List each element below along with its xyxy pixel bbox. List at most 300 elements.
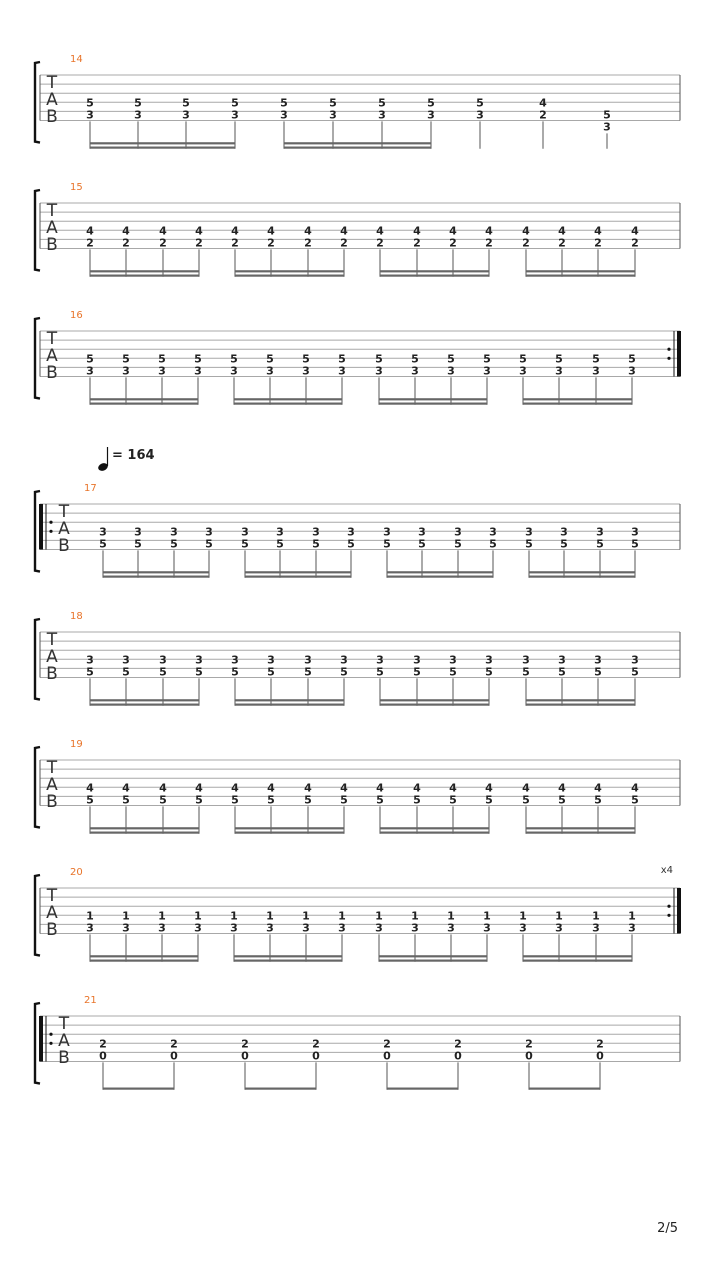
- fret-number: 3: [86, 364, 94, 378]
- fret-number: 5: [329, 96, 337, 110]
- note-column: [418, 525, 426, 577]
- repeat-start-thick: [39, 504, 43, 550]
- tab-clef-t: T: [46, 886, 58, 906]
- fret-number: 5: [195, 793, 203, 807]
- fret-number: 3: [525, 525, 533, 539]
- fret-number: 4: [304, 781, 312, 795]
- beam: [103, 1088, 174, 1090]
- fret-number: 4: [449, 224, 457, 238]
- beam: [90, 955, 198, 957]
- beam: [526, 699, 635, 701]
- fret-number: 5: [159, 665, 167, 679]
- fret-number: 2: [267, 236, 275, 250]
- note-column: [413, 224, 421, 276]
- fret-number: 5: [312, 537, 320, 551]
- system-bracket: [35, 62, 40, 143]
- fret-number: 4: [86, 224, 94, 238]
- beam: [380, 704, 489, 706]
- system-bracket: [35, 190, 40, 271]
- beam: [379, 955, 487, 957]
- fret-number: 3: [241, 525, 249, 539]
- note-column: [558, 224, 566, 276]
- fret-number: 4: [413, 781, 421, 795]
- note-column: [267, 781, 275, 833]
- fret-number: 5: [376, 665, 384, 679]
- note-column: [86, 781, 94, 833]
- beam: [380, 699, 489, 701]
- measure-number: 17: [84, 483, 97, 494]
- note-column: [230, 909, 238, 961]
- fret-number: 3: [312, 525, 320, 539]
- note-column: [454, 1037, 462, 1089]
- measure-19: [35, 739, 680, 834]
- beam: [380, 275, 489, 277]
- note-column: [376, 781, 384, 833]
- measure-15: [35, 182, 680, 277]
- fret-number: 3: [631, 653, 639, 667]
- fret-number: 4: [267, 781, 275, 795]
- tab-clef-t: T: [46, 329, 58, 349]
- fret-number: 3: [205, 525, 213, 539]
- note-column: [194, 909, 202, 961]
- note-column: [631, 781, 639, 833]
- fret-number: 3: [628, 921, 636, 935]
- beam: [235, 832, 344, 834]
- note-column: [596, 1037, 604, 1089]
- note-column: [134, 96, 142, 148]
- fret-number: 5: [522, 665, 530, 679]
- fret-number: 4: [631, 781, 639, 795]
- note-column: [86, 909, 94, 961]
- fret-number: 5: [522, 793, 530, 807]
- tab-clef-a: A: [46, 903, 58, 923]
- fret-number: 5: [86, 793, 94, 807]
- beam: [526, 827, 635, 829]
- fret-number: 4: [558, 781, 566, 795]
- fret-number: 5: [230, 352, 238, 366]
- fret-number: 0: [99, 1049, 107, 1063]
- note-column: [134, 525, 142, 577]
- fret-number: 5: [182, 96, 190, 110]
- fret-number: 3: [86, 653, 94, 667]
- note-column: [304, 781, 312, 833]
- tab-clef-b: B: [46, 363, 58, 383]
- note-column: [376, 224, 384, 276]
- measure-number: 15: [70, 182, 83, 193]
- fret-number: 3: [603, 120, 611, 134]
- note-column: [413, 781, 421, 833]
- note-column: [631, 653, 639, 705]
- note-column: [449, 224, 457, 276]
- fret-number: 5: [347, 537, 355, 551]
- note-column: [447, 909, 455, 961]
- fret-number: 2: [304, 236, 312, 250]
- repeat-end-thick: [677, 888, 681, 934]
- note-column: [304, 653, 312, 705]
- repeat-end-thick: [677, 331, 681, 377]
- fret-number: 3: [280, 108, 288, 122]
- measure-17: [35, 447, 680, 578]
- beam: [523, 960, 632, 962]
- note-column: [449, 781, 457, 833]
- fret-number: 5: [122, 352, 130, 366]
- fret-number: 3: [302, 364, 310, 378]
- beam: [526, 704, 635, 706]
- note-column: [376, 653, 384, 705]
- fret-number: 5: [86, 665, 94, 679]
- note-column: [594, 224, 602, 276]
- measure-18: [35, 611, 680, 706]
- note-column: [267, 224, 275, 276]
- fret-number: 3: [449, 653, 457, 667]
- fret-number: 5: [594, 793, 602, 807]
- note-column: [266, 352, 274, 404]
- note-column: [231, 653, 239, 705]
- fret-number: 1: [158, 909, 166, 923]
- fret-number: 5: [594, 665, 602, 679]
- fret-number: 5: [489, 537, 497, 551]
- beam: [235, 704, 344, 706]
- note-column: [302, 352, 310, 404]
- note-column: [383, 525, 391, 577]
- note-column: [86, 653, 94, 705]
- repeat-dot: [667, 348, 670, 351]
- fret-number: 1: [338, 909, 346, 923]
- beam: [235, 699, 344, 701]
- fret-number: 3: [195, 653, 203, 667]
- note-column: [558, 781, 566, 833]
- note-column: [170, 525, 178, 577]
- fret-number: 3: [86, 108, 94, 122]
- fret-number: 4: [522, 224, 530, 238]
- fret-number: 5: [231, 665, 239, 679]
- fret-number: 4: [522, 781, 530, 795]
- note-column: [594, 653, 602, 705]
- note-column: [519, 909, 527, 961]
- fret-number: 4: [340, 781, 348, 795]
- note-column: [489, 525, 497, 577]
- fret-number: 1: [411, 909, 419, 923]
- fret-number: 4: [159, 224, 167, 238]
- note-column: [304, 224, 312, 276]
- fret-number: 2: [122, 236, 130, 250]
- note-column: [122, 653, 130, 705]
- fret-number: 3: [519, 364, 527, 378]
- fret-number: 4: [449, 781, 457, 795]
- tab-clef-b: B: [58, 1048, 70, 1068]
- note-column: [312, 525, 320, 577]
- fret-number: 2: [525, 1037, 533, 1051]
- fret-number: 3: [411, 921, 419, 935]
- fret-number: 2: [376, 236, 384, 250]
- fret-number: 2: [558, 236, 566, 250]
- note-column: [86, 96, 94, 148]
- beam: [387, 1088, 458, 1090]
- fret-number: 2: [312, 1037, 320, 1051]
- note-column: [122, 909, 130, 961]
- note-column: [411, 909, 419, 961]
- fret-number: 5: [241, 537, 249, 551]
- note-column: [194, 352, 202, 404]
- note-column: [158, 909, 166, 961]
- fret-number: 5: [411, 352, 419, 366]
- fret-number: 3: [519, 921, 527, 935]
- fret-number: 5: [519, 352, 527, 366]
- note-column: [340, 224, 348, 276]
- fret-number: 5: [134, 96, 142, 110]
- beam: [234, 403, 342, 405]
- note-column: [267, 653, 275, 705]
- beam: [526, 270, 635, 272]
- fret-number: 3: [194, 921, 202, 935]
- fret-number: 0: [241, 1049, 249, 1063]
- fret-number: 5: [99, 537, 107, 551]
- fret-number: 1: [483, 909, 491, 923]
- measure-number: 18: [70, 611, 83, 622]
- fret-number: 1: [555, 909, 563, 923]
- tab-clef-a: A: [46, 346, 58, 366]
- tab-clef-b: B: [58, 536, 70, 556]
- note-column: [338, 352, 346, 404]
- note-column: [159, 224, 167, 276]
- fret-number: 5: [449, 793, 457, 807]
- fret-number: 5: [267, 665, 275, 679]
- fret-number: 3: [182, 108, 190, 122]
- system-bracket: [35, 875, 40, 956]
- beam: [90, 827, 199, 829]
- note-column: [329, 96, 337, 148]
- fret-number: 4: [195, 781, 203, 795]
- beam: [90, 699, 199, 701]
- fret-number: 3: [631, 525, 639, 539]
- fret-number: 5: [427, 96, 435, 110]
- repeat-dot: [49, 521, 52, 524]
- tab-clef-t: T: [58, 1014, 70, 1034]
- fret-number: 3: [122, 364, 130, 378]
- beam: [379, 398, 487, 400]
- note-column: [560, 525, 568, 577]
- fret-number: 4: [413, 224, 421, 238]
- fret-number: 5: [195, 665, 203, 679]
- measure-number: 21: [84, 995, 97, 1006]
- fret-number: 5: [280, 96, 288, 110]
- fret-number: 3: [592, 364, 600, 378]
- fret-number: 3: [159, 653, 167, 667]
- fret-number: 3: [447, 364, 455, 378]
- fret-number: 5: [560, 537, 568, 551]
- beam: [90, 960, 198, 962]
- fret-number: 4: [631, 224, 639, 238]
- beam: [387, 576, 493, 578]
- fret-number: 5: [304, 793, 312, 807]
- fret-number: 3: [411, 364, 419, 378]
- fret-number: 5: [266, 352, 274, 366]
- fret-number: 5: [631, 537, 639, 551]
- fret-number: 3: [489, 525, 497, 539]
- fret-number: 2: [454, 1037, 462, 1051]
- tab-clef-t: T: [46, 630, 58, 650]
- fret-number: 1: [266, 909, 274, 923]
- fret-number: 2: [539, 108, 547, 122]
- fret-number: 4: [267, 224, 275, 238]
- tab-clef-t: T: [46, 73, 58, 93]
- fret-number: 2: [195, 236, 203, 250]
- measure-number: 16: [70, 310, 83, 321]
- note-column: [631, 525, 639, 577]
- fret-number: 3: [170, 525, 178, 539]
- note-column: [86, 352, 94, 404]
- note-column: [375, 352, 383, 404]
- tab-clef-a: A: [46, 90, 58, 110]
- note-column: [603, 108, 611, 148]
- beam: [379, 960, 487, 962]
- fret-number: 4: [376, 224, 384, 238]
- fret-number: 5: [86, 352, 94, 366]
- beam: [234, 955, 342, 957]
- fret-number: 3: [276, 525, 284, 539]
- fret-number: 2: [413, 236, 421, 250]
- fret-number: 5: [378, 96, 386, 110]
- note-column: [231, 224, 239, 276]
- fret-number: 4: [376, 781, 384, 795]
- fret-number: 2: [594, 236, 602, 250]
- fret-number: 3: [375, 364, 383, 378]
- fret-number: 3: [230, 921, 238, 935]
- note-column: [276, 525, 284, 577]
- fret-number: 5: [267, 793, 275, 807]
- note-column: [170, 1037, 178, 1089]
- note-column: [347, 525, 355, 577]
- fret-number: 3: [122, 653, 130, 667]
- fret-number: 0: [383, 1049, 391, 1063]
- fret-number: 3: [427, 108, 435, 122]
- repeat-dot: [667, 357, 670, 360]
- fret-number: 5: [485, 665, 493, 679]
- note-column: [231, 781, 239, 833]
- fret-number: 1: [447, 909, 455, 923]
- fret-number: 5: [276, 537, 284, 551]
- fret-number: 4: [539, 96, 547, 110]
- note-column: [592, 909, 600, 961]
- fret-number: 3: [338, 364, 346, 378]
- fret-number: 5: [558, 665, 566, 679]
- note-column: [122, 352, 130, 404]
- note-column: [122, 224, 130, 276]
- measure-number: 20: [70, 867, 83, 878]
- tab-clef-b: B: [46, 235, 58, 255]
- fret-number: 3: [483, 921, 491, 935]
- fret-number: 3: [555, 921, 563, 935]
- note-column: [483, 352, 491, 404]
- note-column: [596, 525, 604, 577]
- beam: [235, 270, 344, 272]
- note-column: [158, 352, 166, 404]
- note-column: [375, 909, 383, 961]
- fret-number: 5: [340, 665, 348, 679]
- fret-number: 1: [628, 909, 636, 923]
- note-column: [195, 224, 203, 276]
- fret-number: 2: [231, 236, 239, 250]
- fret-number: 1: [122, 909, 130, 923]
- beam: [284, 147, 431, 149]
- beam: [90, 403, 198, 405]
- note-column: [628, 352, 636, 404]
- beam: [380, 832, 489, 834]
- note-column: [525, 525, 533, 577]
- note-column: [280, 96, 288, 148]
- fret-number: 2: [596, 1037, 604, 1051]
- beam: [523, 398, 632, 400]
- measure-14: [35, 54, 680, 149]
- fret-number: 4: [231, 781, 239, 795]
- fret-number: 5: [413, 793, 421, 807]
- tab-clef-b: B: [46, 920, 58, 940]
- note-column: [631, 224, 639, 276]
- beam: [523, 955, 632, 957]
- fret-number: 0: [525, 1049, 533, 1063]
- fret-number: 3: [485, 653, 493, 667]
- fret-number: 3: [122, 921, 130, 935]
- beam: [379, 403, 487, 405]
- note-column: [411, 352, 419, 404]
- fret-number: 3: [413, 653, 421, 667]
- repeat-dot: [49, 1033, 52, 1036]
- note-column: [241, 525, 249, 577]
- note-column: [522, 653, 530, 705]
- repeat-dot: [667, 914, 670, 917]
- note-column: [485, 653, 493, 705]
- tab-clef-b: B: [46, 792, 58, 812]
- fret-number: 2: [522, 236, 530, 250]
- beam: [529, 1088, 600, 1090]
- beam: [103, 576, 209, 578]
- fret-number: 2: [340, 236, 348, 250]
- beam: [245, 576, 351, 578]
- fret-number: 4: [340, 224, 348, 238]
- fret-number: 4: [159, 781, 167, 795]
- fret-number: 3: [376, 653, 384, 667]
- fret-number: 3: [158, 364, 166, 378]
- fret-number: 5: [376, 793, 384, 807]
- fret-number: 5: [558, 793, 566, 807]
- fret-number: 5: [418, 537, 426, 551]
- fret-number: 3: [454, 525, 462, 539]
- fret-number: 3: [560, 525, 568, 539]
- beam: [523, 403, 632, 405]
- note-column: [558, 653, 566, 705]
- note-column: [266, 909, 274, 961]
- fret-number: 3: [230, 364, 238, 378]
- note-column: [519, 352, 527, 404]
- beam: [380, 827, 489, 829]
- fret-number: 0: [170, 1049, 178, 1063]
- fret-number: 5: [159, 793, 167, 807]
- beam: [235, 827, 344, 829]
- fret-number: 5: [447, 352, 455, 366]
- fret-number: 5: [170, 537, 178, 551]
- fret-number: 2: [449, 236, 457, 250]
- tab-clef-b: B: [46, 664, 58, 684]
- measure-21: [35, 995, 680, 1090]
- fret-number: 5: [592, 352, 600, 366]
- fret-number: 2: [159, 236, 167, 250]
- fret-number: 3: [375, 921, 383, 935]
- fret-number: 5: [483, 352, 491, 366]
- fret-number: 5: [525, 537, 533, 551]
- fret-number: 4: [86, 781, 94, 795]
- fret-number: 2: [485, 236, 493, 250]
- tab-clef-t: T: [58, 502, 70, 522]
